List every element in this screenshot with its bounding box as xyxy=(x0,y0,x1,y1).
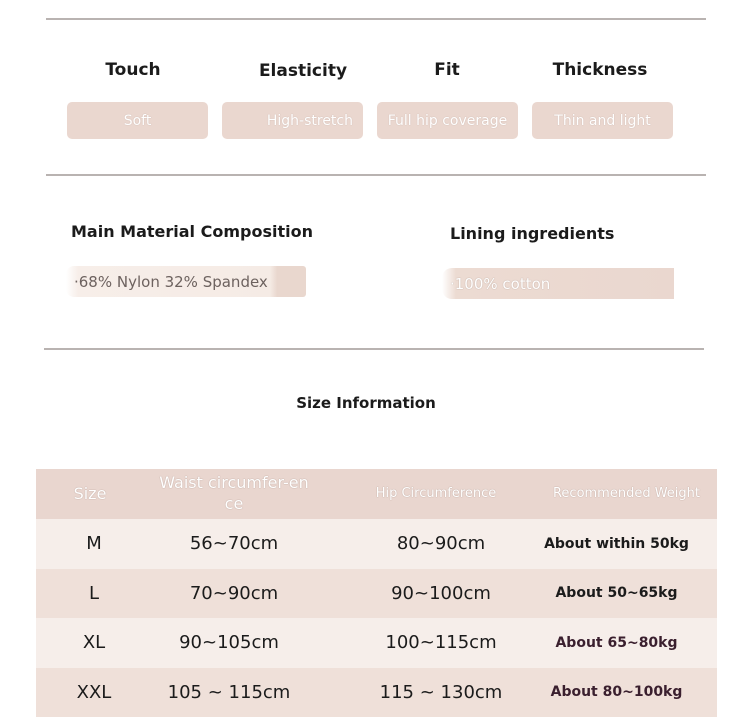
main-material-title: Main Material Composition xyxy=(71,222,313,241)
table-row-xxl xyxy=(36,668,717,718)
cell-weight: About 80~100kg xyxy=(550,684,683,701)
attr-chip-elasticity xyxy=(222,102,363,139)
cell-hip: 100~115cm xyxy=(385,632,497,654)
lining-value: ·100% cotton xyxy=(450,274,551,293)
header-size: Size xyxy=(73,483,107,503)
cell-size: XXL xyxy=(76,681,112,703)
size-information-heading: Size Information xyxy=(296,394,436,412)
cell-weight: About 65~80kg xyxy=(555,634,678,651)
attr-title-touch: Touch xyxy=(105,60,161,80)
divider-middle xyxy=(46,174,706,176)
table-row-l xyxy=(36,569,717,619)
cell-hip: 90~100cm xyxy=(391,582,491,604)
header-waist-text: Waist circumfer-ence xyxy=(159,473,309,513)
table-row-m xyxy=(36,519,717,569)
main-material-chip xyxy=(66,266,306,297)
cell-waist: 90~105cm xyxy=(179,632,279,654)
divider-top xyxy=(46,18,706,20)
attr-value-elasticity: High-stretch xyxy=(266,112,353,129)
table-row-xl xyxy=(36,618,717,668)
cell-weight: About within 50kg xyxy=(544,535,689,552)
lining-title: Lining ingredients xyxy=(450,224,615,243)
header-weight: Recommended Weight xyxy=(552,485,701,501)
attr-title-elasticity: Elasticity xyxy=(258,61,348,81)
attr-value-thickness: Thin and light xyxy=(554,112,651,129)
attr-value-fit: Full hip coverage xyxy=(387,112,508,129)
attr-chip-thickness xyxy=(532,102,673,139)
header-hip: Hip Circumference xyxy=(375,485,497,501)
divider-lower xyxy=(44,348,704,350)
cell-waist: 70~90cm xyxy=(189,582,279,604)
attr-chip-touch xyxy=(67,102,208,139)
cell-waist: 56~70cm xyxy=(189,533,279,555)
attr-chip-fit xyxy=(377,102,518,139)
cell-hip: 115 ~ 130cm xyxy=(379,681,503,703)
cell-hip: 80~90cm xyxy=(396,533,486,555)
attr-title-thickness: Thickness xyxy=(552,60,648,80)
cell-waist: 105 ~ 115cm xyxy=(167,681,291,703)
size-table xyxy=(36,469,717,717)
attr-title-fit: Fit xyxy=(434,60,460,80)
cell-size: L xyxy=(88,582,100,604)
lining-chip xyxy=(442,268,674,299)
cell-size: M xyxy=(86,533,102,555)
attr-value-touch: Soft xyxy=(123,112,152,129)
main-material-value: ·68% Nylon 32% Spandex xyxy=(74,272,268,291)
cell-weight: About 50~65kg xyxy=(555,585,678,602)
cell-size: XL xyxy=(82,632,106,654)
size-table-header xyxy=(36,469,717,519)
header-waist xyxy=(152,473,366,515)
